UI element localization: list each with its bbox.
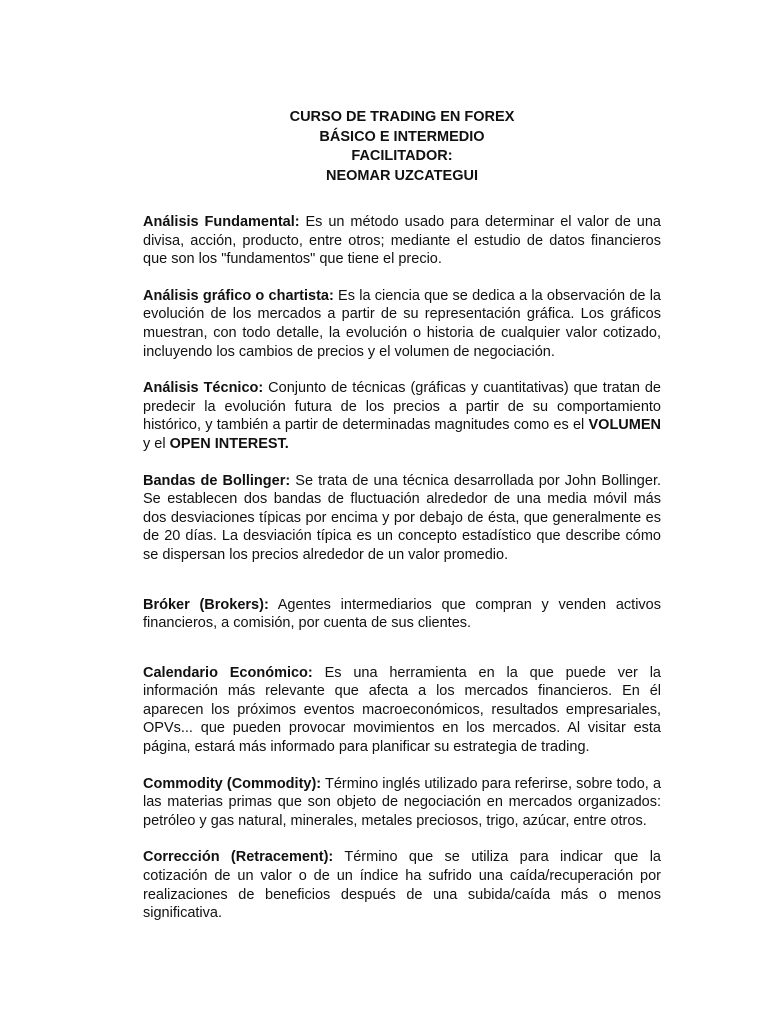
emphasis-open-interest: OPEN INTEREST. bbox=[169, 435, 289, 452]
definition-analisis-grafico: Es la ciencia que se dedica a la observación de la evolución de los mercados a partir de su representación gráfica. Los gráficos muestran, con todo detalle, la evolución o historia de cualquier valor cotizado, incluyendo los cambios de precios y el volumen de negociación. bbox=[143, 287, 661, 360]
entry-calendario-economico bbox=[143, 664, 661, 757]
document-title bbox=[143, 108, 661, 186]
definition-analisis-fundamental: Es un método usado para determinar el valor de una divisa, acción, producto, entre otros; mediante el estudio de datos financieros que son los "fundamentos" que tiene el precio. bbox=[143, 214, 661, 268]
definition-correccion: Término que se utiliza para indicar que la cotización de un valor o de un índice ha sufrido una caída/recuperación por realizaciones de beneficios después de una subida/caída más o menos significativa. bbox=[143, 849, 661, 922]
definition-calendario-economico: Es una herramienta en la que puede ver la información más relevante que afecta a los mercados financieros. En él aparecen los próximos eventos macroeconómicos, resultados empresariales, OPVs... que pueden provocar movimientos en los mercados. Al visitar esta página, estará más informado para planificar su estrategia de trading. bbox=[143, 664, 661, 756]
term-bandas-bollinger: Bandas de Bollinger: bbox=[143, 472, 291, 489]
definition-bandas-bollinger: Se trata de una técnica desarrollada por John Bollinger. Se establecen dos bandas de fluctuación alrededor de una media móvil más dos desviaciones típicas por encima y por debajo de ésta, que generalmente es de 20 días. La desviación típica es un concepto estadístico que describe cómo se dispersan los precios alrededor de un valor promedio. bbox=[143, 472, 661, 563]
entry-broker bbox=[143, 596, 661, 633]
term-broker: Bróker (Brokers): bbox=[143, 596, 269, 613]
term-analisis-fundamental: Análisis Fundamental: bbox=[143, 214, 300, 230]
term-correccion: Corrección (Retracement): bbox=[143, 849, 334, 866]
definition-broker: Agentes intermediarios que compran y venden activos financieros, a comisión, por cuenta de sus clientes. bbox=[143, 596, 661, 632]
term-commodity: Commodity (Commodity): bbox=[143, 775, 322, 792]
title-line-4: NEOMAR UZCATEGUI bbox=[326, 167, 478, 184]
title-line-1: CURSO DE TRADING EN FOREX bbox=[289, 109, 515, 125]
entry-analisis-tecnico bbox=[143, 379, 661, 453]
emphasis-volumen: VOLUMEN bbox=[588, 417, 661, 434]
entry-bandas-bollinger bbox=[143, 472, 661, 565]
term-analisis-tecnico: Análisis Técnico: bbox=[143, 380, 264, 397]
definition-commodity: Término inglés utilizado para referirse, sobre todo, a las materias primas que son objeto de negociación en mercados organizados: petróleo y gas natural, minerales, metales preciosos, trigo, azúcar, entre otros. bbox=[143, 775, 662, 829]
entry-commodity bbox=[143, 775, 661, 831]
entry-analisis-grafico bbox=[143, 287, 661, 361]
entry-correccion bbox=[143, 848, 661, 922]
term-analisis-grafico: Análisis gráfico o chartista: bbox=[143, 287, 334, 304]
definition-analisis-tecnico-mid: y el bbox=[143, 435, 170, 452]
entry-analisis-fundamental bbox=[143, 213, 661, 269]
term-calendario-economico: Calendario Económico: bbox=[143, 664, 313, 681]
title-line-3: FACILITADOR: bbox=[351, 148, 453, 164]
definition-analisis-tecnico: Conjunto de técnicas (gráficas y cuantitativas) que tratan de predecir la evolución futura de los precios a partir de su comportamiento histórico, y también a partir de determinadas magnitudes como es el bbox=[143, 380, 661, 434]
title-line-2: BÁSICO E INTERMEDIO bbox=[319, 128, 485, 145]
